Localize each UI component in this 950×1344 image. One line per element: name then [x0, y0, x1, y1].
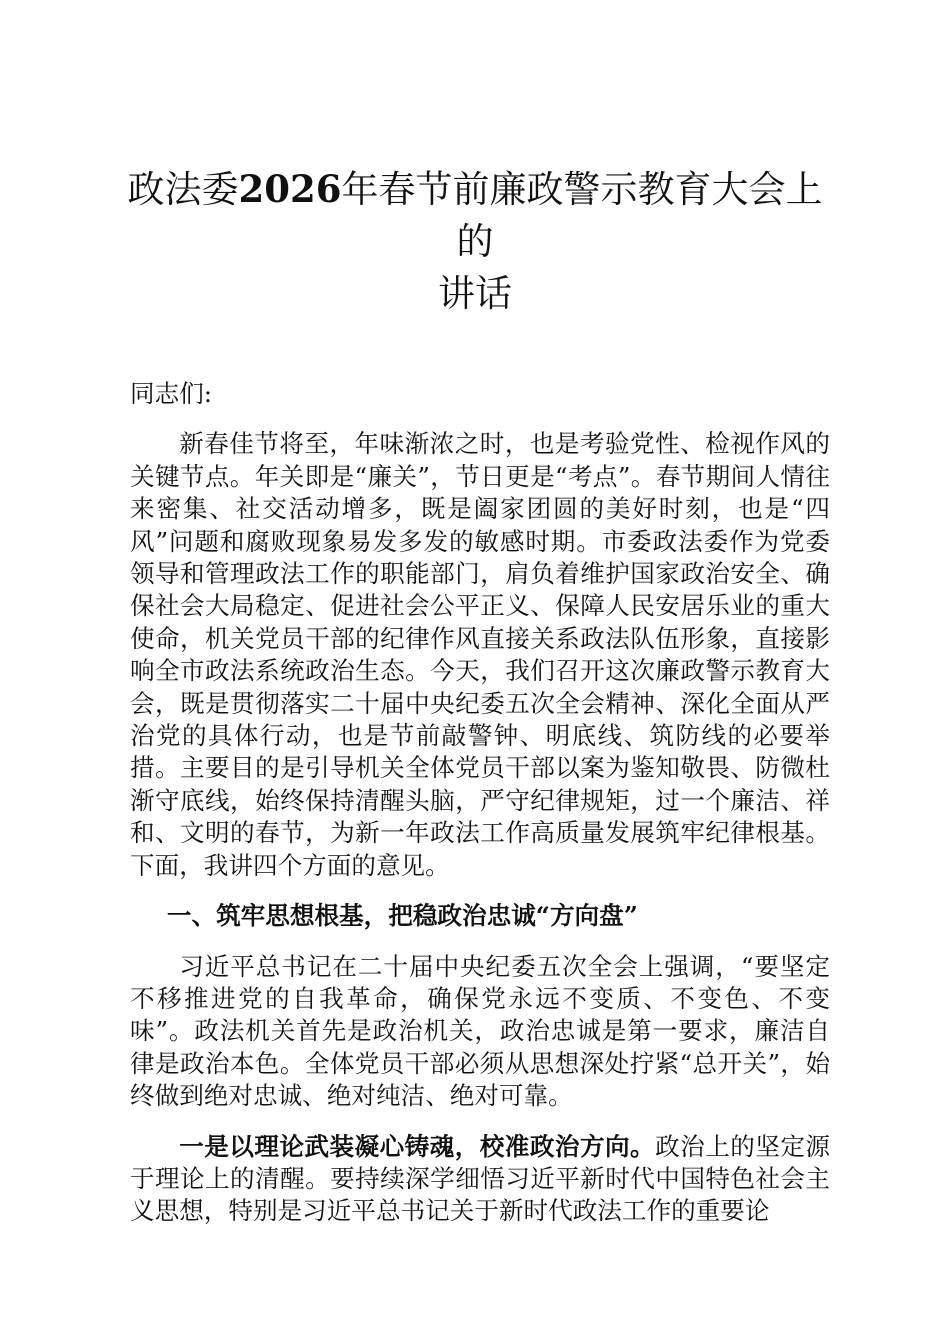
title-line2: 讲话	[438, 272, 512, 315]
section-heading-1: 一、筑牢思想根基，把稳政治忠诚“方向盘”	[166, 901, 638, 931]
title-prefix: 政法委	[127, 168, 239, 211]
document-body	[130, 378, 830, 1246]
point-1-paragraph	[130, 1131, 830, 1228]
title-line1-rest: 年春节前廉政警示教育大会上的	[341, 168, 823, 263]
point-1-text: 政治上的坚定源于理论上的清醒。要持续深学细悟习近平新时代中国特色社会主义思想，特别是习近平总书记关于新时代政法工作的重要论	[130, 1131, 830, 1226]
salutation: 同志们:	[130, 379, 213, 408]
document-title	[110, 163, 840, 320]
title-year: 2026	[238, 167, 342, 211]
section-1-paragraph: 习近平总书记在二十届中央纪委五次全会上强调，“要坚定不移推进党的自我革命，确保党永远不变质、不变色、不变味”。政法机关首先是政治机关，政治忠诚是第一要求，廉洁自律是政治本色。全体党员干部必须从思想深处拧紧“总开关”，始终做到绝对忠诚、绝对纯洁、绝对可靠。	[130, 951, 830, 1111]
intro-paragraph: 新春佳节将至，年味渐浓之时，也是考验党性、检视作风的关键节点。年关即是“廉关”，节日更是“考点”。春节期间人情往来密集、社交活动增多，既是阖家团圆的美好时刻，也是“四风”问题和腐败现象易发多发的敏感时期。市委政法委作为党委领导和管理政法工作的职能部门，肩负着维护国家政治安全、确保社会大局稳定、促进社会公平正义、保障人民安居乐业的重大使命，机关党员干部的纪律作风直接关系政法队伍形象，直接影响全市政法系统政治生态。今天，我们召开这次廉政警示教育大会，既是贯彻落实二十届中央纪委五次全会精神、深化全面从严治党的具体行动，也是节前敲警钟、明底线、筑防线的必要举措。主要目的是引导机关全体党员干部以案为鉴知敬畏、防微杜渐守底线，始终保持清醒头脑，严守纪律规矩，过一个廉洁、祥和、文明的春节，为新一年政法工作高质量发展筑牢纪律根基。下面，我讲四个方面的意见。	[130, 429, 830, 880]
point-1-lead: 一是以理论武装凝心铸魂，校准政治方向。	[179, 1131, 656, 1161]
